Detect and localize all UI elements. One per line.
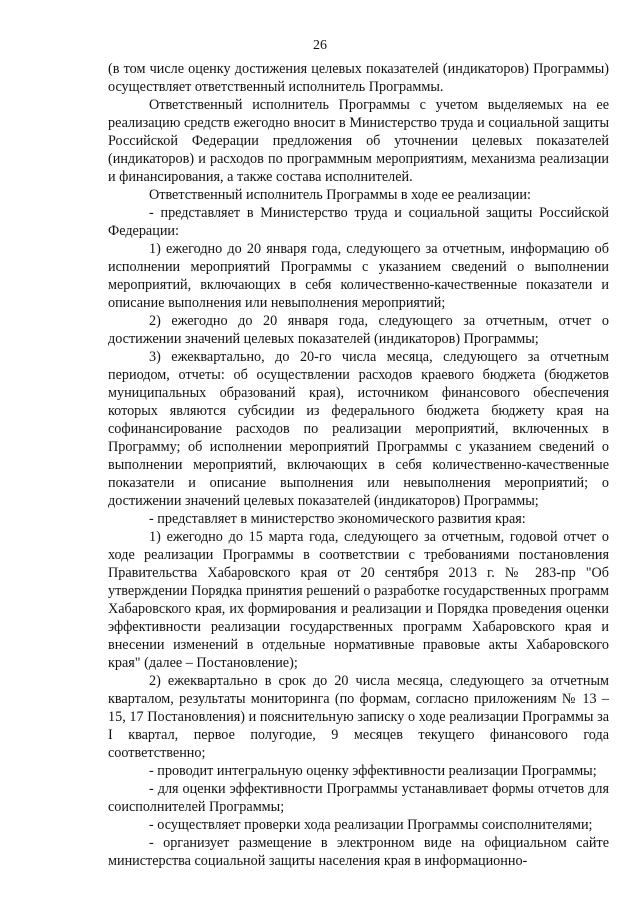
paragraph-responsible-duties: Ответственный исполнитель Программы в ходе ее реализации:	[149, 187, 531, 203]
list-item-annual-progress-report: 1) ежегодно до 15 марта года, следующего за отчетным, годовой отчет о ходе реализации Программы в соответствии с требованиями постановления Правительства Хабаровского края от 20 сентября 2013 г. № 283-пр "Об утверждении Порядка принятия решений о разработке государственных программ Хабаровского края, их формирования и реализации и Порядка проведения оценки эффективности реализации государственных программ Хабаровского края и внесении изменений в отдельные нормативные правовые акты Хабаровского края" (далее – Постановление);	[108, 529, 609, 671]
list-item-website-publication: - организует размещение в электронном виде на официальном сайте министерства социальной защиты населения края в информационно-	[108, 835, 609, 869]
paragraph-continuation: (в том числе оценку достижения целевых показателей (индикаторов) Программы) осуществляет ответственный исполнитель Программы.	[108, 61, 609, 95]
list-item-quarterly-reports: 3) ежеквартально, до 20-го числа месяца, следующего за отчетным периодом, отчеты: об осуществлении расходов краевого бюджета (бюджетов муниципальных образований края), источником финансового обеспечения которых являются субсидии из федерального бюджета бюджету края на софинансирование расходов по реализации мероприятий, включенных в Программу; об исполнении мероприятий Программы с указанием сведений о выполнении мероприятий, включающих в себя количественно-качественные показатели и описание выполнения или невыполнения мероприятий; о достижении значений целевых показателей (индикаторов) Программы;	[108, 349, 609, 509]
paragraph-responsible-proposals: Ответственный исполнитель Программы с учетом выделяемых на ее реализацию средств ежегодно вносит в Министерство труда и социальной защиты Российской Федерации предложения об уточнении целевых показателей (индикаторов) и расходов по программным мероприятиям, механизма реализации и финансирования, а также состава исполнителей.	[108, 97, 609, 185]
page-number: 26	[313, 38, 327, 53]
list-item-quarterly-monitoring: 2) ежеквартально в срок до 20 числа месяца, следующего за отчетным кварталом, результаты мониторинга (по формам, согласно приложениям № 13 – 15, 17 Постановления) и пояснительную записку о ходе реализации Программы за I квартал, первое полугодие, 9 месяцев текущего финансового года соответственно;	[108, 673, 609, 761]
list-item-report-forms: - для оценки эффективности Программы устанавливает формы отчетов для соисполнителей Программы;	[108, 781, 609, 815]
list-item-annual-indicator-report: 2) ежегодно до 20 января года, следующего за отчетным, отчет о достижении значений целевых показателей (индикаторов) Программы;	[108, 313, 609, 347]
list-item-inspections: - осуществляет проверки хода реализации Программы соисполнителями;	[149, 817, 593, 833]
list-item-integral-assessment: - проводит интегральную оценку эффективности реализации Программы;	[149, 763, 597, 779]
body-text	[108, 60, 609, 870]
list-item-reports-to-ministry-of-labor: - представляет в Министерство труда и социальной защиты Российской Федерации:	[108, 205, 609, 239]
list-item-reports-to-economic-ministry: - представляет в министерство экономического развития края:	[149, 511, 526, 527]
list-item-annual-information: 1) ежегодно до 20 января года, следующего за отчетным, информацию об исполнении мероприятий Программы с указанием сведений о выполнении мероприятий, включающих в себя количественно-качественные показатели и описание выполнения или невыполнения мероприятий;	[108, 241, 609, 311]
